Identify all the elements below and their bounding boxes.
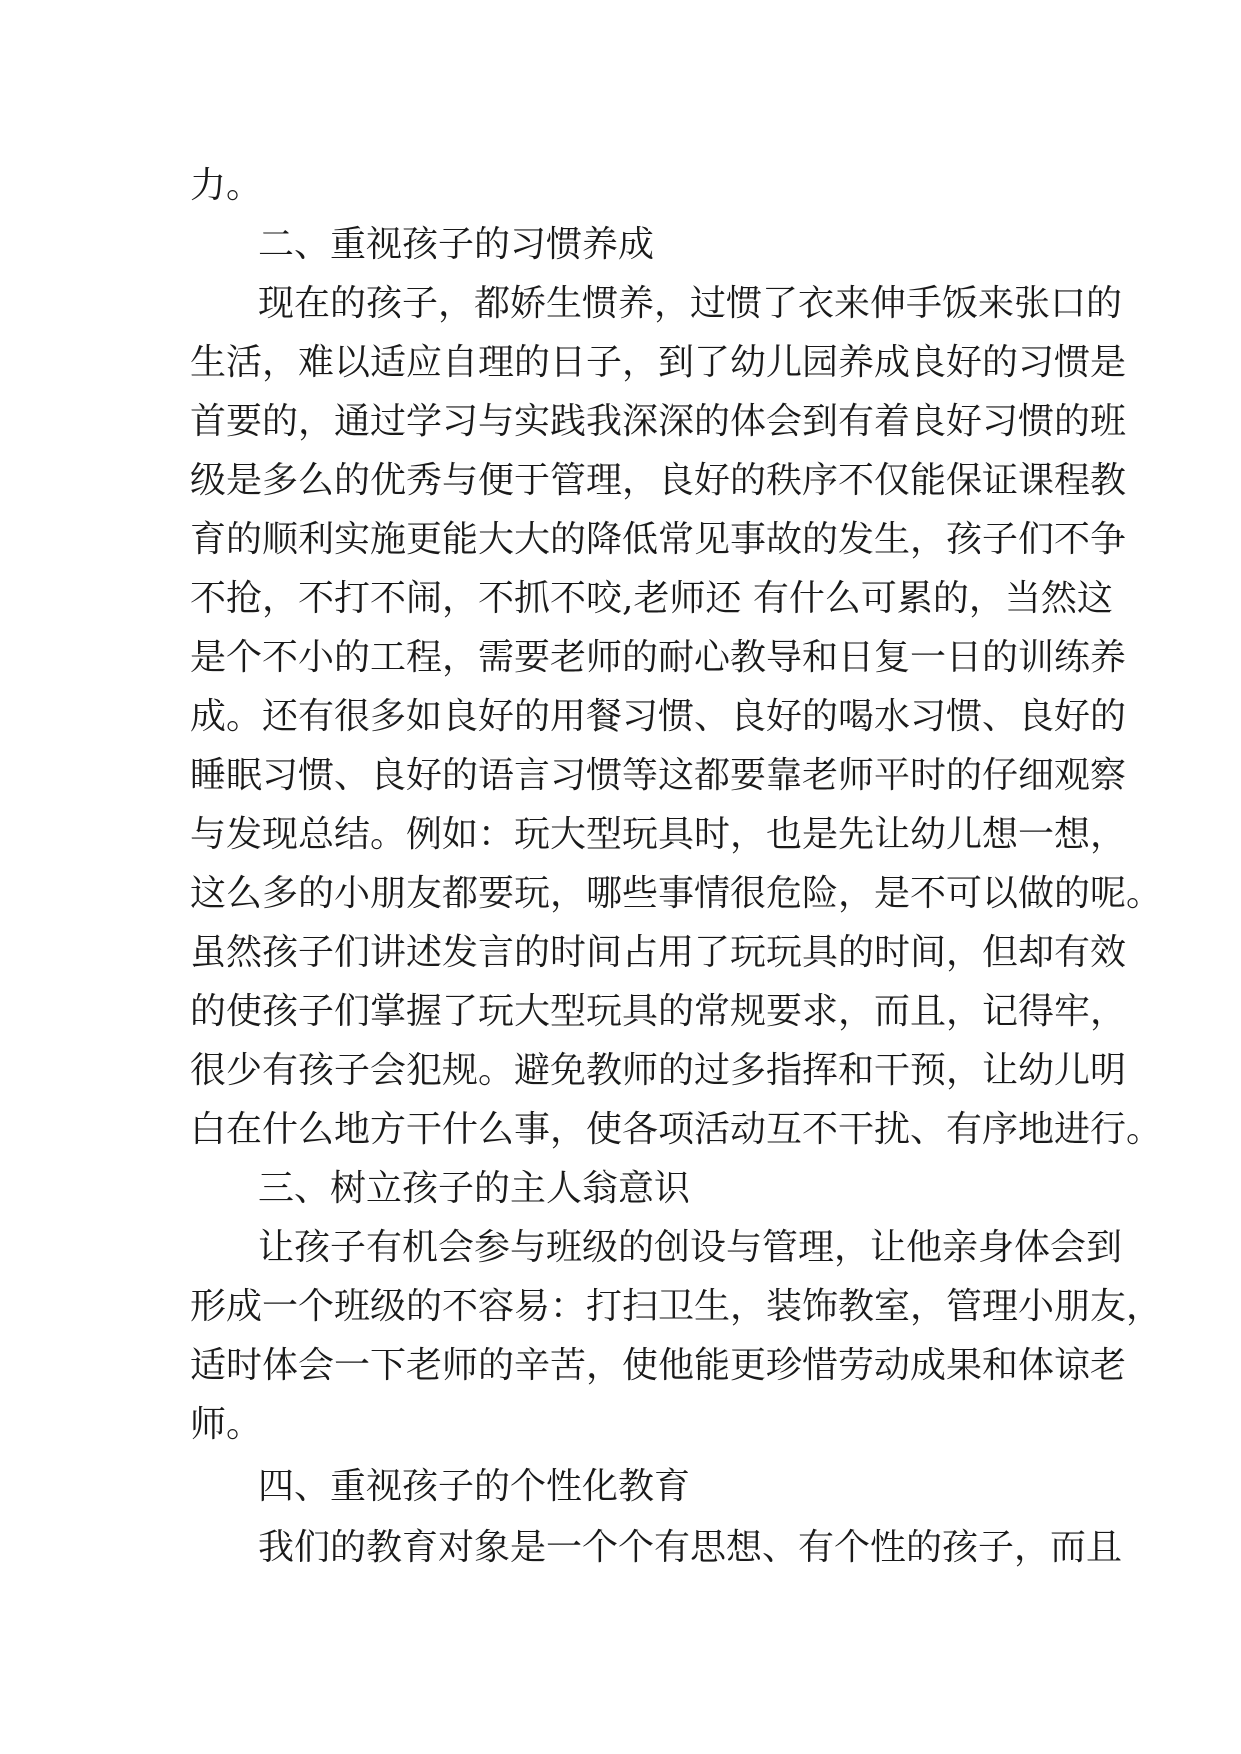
text-line-continuation: 力。: [190, 165, 263, 206]
section-heading-3: 三、树立孩子的主人翁意识: [258, 1168, 691, 1209]
paragraph-2-line-15: 白在什么地方干什么事，使各项活动互不干扰、有序地进行。: [190, 1109, 1163, 1150]
paragraph-3-line-3: 适时体会一下老师的辛苦，使他能更珍惜劳动成果和体谅老: [190, 1345, 1127, 1386]
paragraph-2-line-1: 现在的孩子，都娇生惯养，过惯了衣来伸手饭来张口的: [258, 283, 1123, 324]
section-heading-2: 二、重视孩子的习惯养成: [258, 224, 655, 265]
paragraph-2-line-5: 育的顺利实施更能大大的降低常见事故的发生，孩子们不争: [190, 519, 1127, 560]
paragraph-2-line-2: 生活，难以适应自理的日子，到了幼儿园养成良好的习惯是: [190, 342, 1127, 383]
paragraph-4-line-1: 我们的教育对象是一个个有思想、有个性的孩子，而且: [258, 1527, 1123, 1568]
paragraph-2-line-4: 级是多么的优秀与便于管理，良好的秩序不仅能保证课程教: [190, 460, 1127, 501]
paragraph-2-line-12: 虽然孩子们讲述发言的时间占用了玩玩具的时间，但却有效: [190, 932, 1127, 973]
paragraph-2-line-14: 很少有孩子会犯规。避免教师的过多指挥和干预，让幼儿明: [190, 1050, 1127, 1091]
paragraph-3-line-4: 师。: [190, 1404, 263, 1445]
paragraph-3-line-2: 形成一个班级的不容易：打扫卫生，装饰教室，管理小朋友，: [190, 1286, 1163, 1327]
paragraph-2-line-13: 的使孩子们掌握了玩大型玩具的常规要求，而且，记得牢，: [190, 991, 1127, 1032]
paragraph-2-line-7: 是个不小的工程，需要老师的耐心教导和日复一日的训练养: [190, 637, 1127, 678]
paragraph-2-line-8: 成。还有很多如良好的用餐习惯、良好的喝水习惯、良好的: [190, 696, 1127, 737]
section-heading-4: 四、重视孩子的个性化教育: [258, 1466, 691, 1507]
paragraph-2-line-9: 睡眠习惯、良好的语言习惯等这都要靠老师平时的仔细观察: [190, 755, 1127, 796]
paragraph-2-line-3: 首要的，通过学习与实践我深深的体会到有着良好习惯的班: [190, 401, 1127, 442]
paragraph-2-line-11: 这么多的小朋友都要玩，哪些事情很危险，是不可以做的呢。: [190, 873, 1163, 914]
paragraph-3-line-1: 让孩子有机会参与班级的创设与管理，让他亲身体会到: [258, 1227, 1123, 1268]
paragraph-2-line-6: 不抢，不打不闹，不抓不咬,老师还 有什么可累的，当然这: [190, 578, 1113, 619]
paragraph-2-line-10: 与发现总结。例如：玩大型玩具时，也是先让幼儿想一想，: [190, 814, 1127, 855]
